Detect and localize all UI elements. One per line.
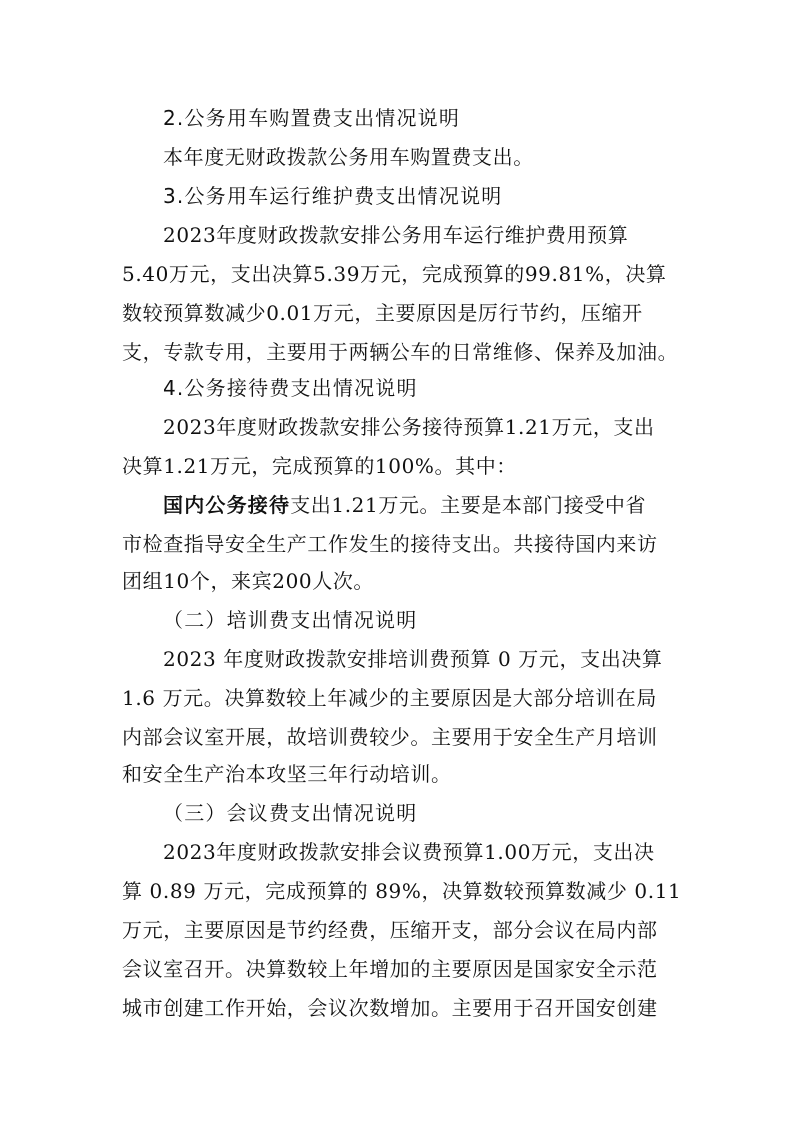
section-heading-vehicle-operation: 3.公务用车运行维护费支出情况说明 [163,184,503,208]
paragraph-line: 2023年度财政拨款安排会议费预算1.00万元，支出决 [163,840,655,864]
paragraph-line: 决算1.21万元，完成预算的100%。其中： [122,454,517,478]
paragraph-line [163,491,646,519]
section-heading-meeting: （三）会议费支出情况说明 [163,801,418,825]
paragraph-line: 支，专款专用，主要用于两辆公车的日常维修、保养及加油。 [122,340,679,364]
domestic-reception-text: 支出1.21万元。主要是本部门接受中省 [290,493,647,517]
domestic-reception-label: 国内公务接待 [163,493,291,517]
paragraph-line: 5.40万元，支出决算5.39万元，完成预算的99.81%，决算 [122,262,667,286]
paragraph-line: 2023 年度财政拨款安排培训费预算 0 万元，支出决算 [163,647,663,671]
section-heading-training: （二）培训费支出情况说明 [163,608,418,632]
paragraph-line: 2023年度财政拨款安排公务接待预算1.21万元，支出 [163,415,655,439]
section-heading-reception: 4.公务接待费支出情况说明 [163,376,418,400]
paragraph-line: 万元，主要原因是节约经费，压缩开支，部分会议在局内部 [122,918,658,942]
paragraph-line: 和安全生产治本攻坚三年行动培训。 [122,762,452,786]
paragraph-line: 本年度无财政拨款公务用车购置费支出。 [163,145,534,169]
paragraph-line: 数较预算数减少0.01万元，主要原因是厉行节约，压缩开 [122,301,643,325]
paragraph-line: 内部会议室开展，故培训费较少。主要用于安全生产月培训 [122,725,658,749]
paragraph-line: 1.6 万元。决算数较上年减少的主要原因是大部分培训在局 [122,686,657,710]
section-heading-vehicle-purchase: 2.公务用车购置费支出情况说明 [163,106,461,130]
paragraph-line: 市检查指导安全生产工作发生的接待支出。共接待国内来访 [122,532,658,556]
paragraph-line: 城市创建工作开始，会议次数增加。主要用于召开国安创建 [122,996,658,1020]
paragraph-line: 算 0.89 万元，完成预算的 89%，决算数较预算数减少 0.11 [122,879,682,903]
paragraph-line: 2023年度财政拨款安排公务用车运行维护费用预算 [163,223,629,247]
paragraph-line: 会议室召开。决算数较上年增加的主要原因是国家安全示范 [122,957,658,981]
paragraph-line: 团组10个，来宾200人次。 [122,569,375,593]
